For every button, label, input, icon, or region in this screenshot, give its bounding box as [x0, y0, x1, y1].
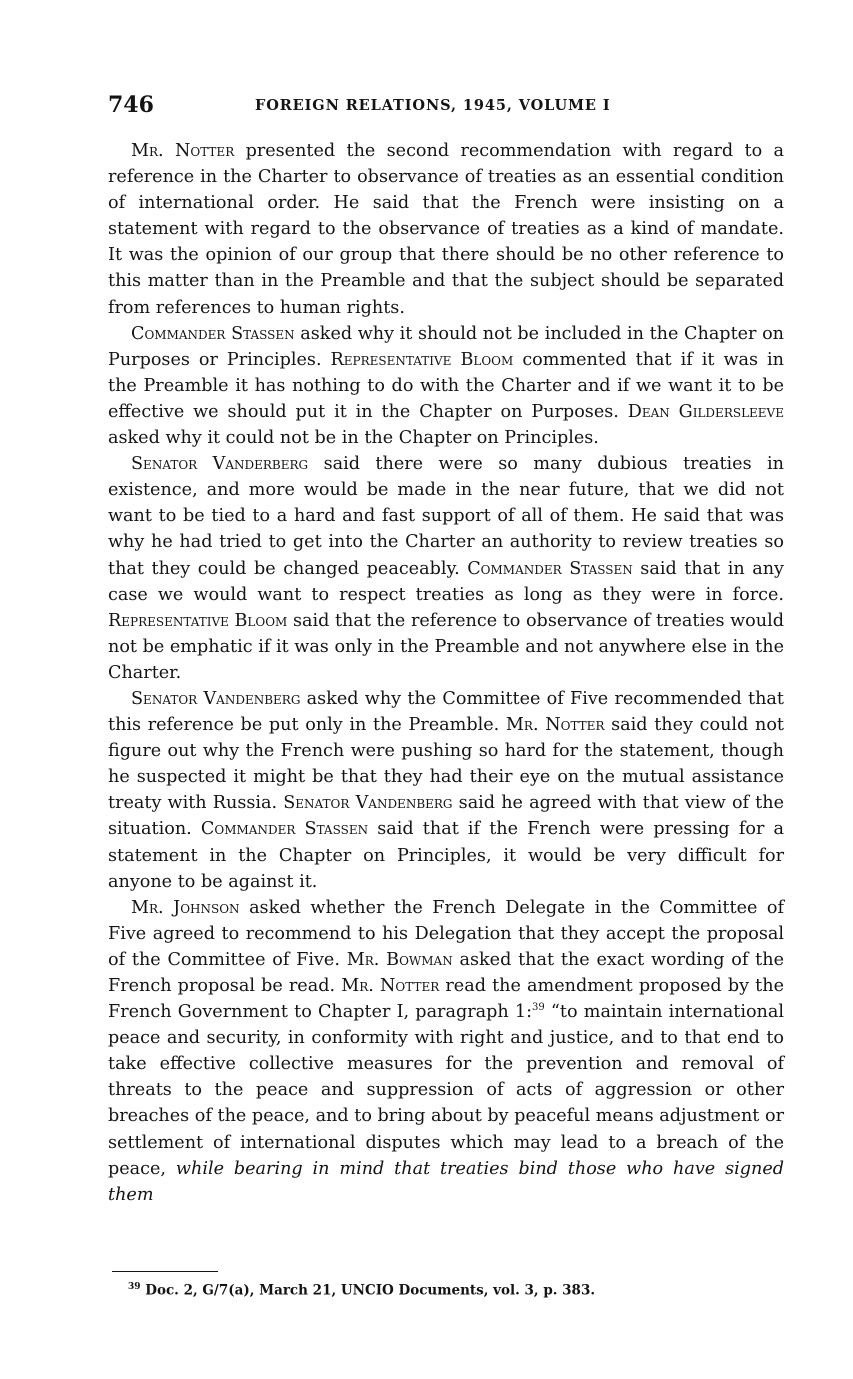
footnote-mark: 39 — [128, 1282, 141, 1292]
paragraph — [108, 138, 784, 321]
speaker-name: Mr. Bowman — [346, 949, 453, 970]
paragraph — [108, 321, 784, 451]
paragraph-text: asked why it could not be in the Chapter on Principles. — [108, 428, 599, 449]
paragraph-text: “to maintain international peace and security, in conformity with right and justice, and to that end to take effective collective measures for the prevention and removal of threats to the peace and suppression of acts of aggression or other breaches of the peace, and to bring about by peaceful means adjustment or settlement of international disputes which may lead to a breach of the peace, — [108, 1002, 784, 1179]
paragraph-text: said that if the French were pressing for a statement in the Chapter on Principles, it would be very difficult for anyone to be against it. — [108, 819, 785, 892]
footnote — [128, 1282, 595, 1299]
paragraph-text: asked whether the French Delegate in the Committee of Five agreed to recommend to his Delegation that they accept the proposal of the Committee of Five. — [108, 897, 784, 970]
speaker-name: Senator Vanderberg — [131, 454, 309, 475]
running-header: FOREIGN RELATIONS, 1945, VOLUME I — [255, 97, 611, 114]
speaker-name: Representative Bloom — [108, 610, 288, 631]
paragraph-text: asked why it should not be included in the Chapter on Purposes or Principles. — [108, 323, 785, 370]
speaker-name: Representative Bloom — [330, 349, 514, 370]
paragraph-text: presented the second recommendation with regard to a reference in the Charter to observance of treaties as an essential condition of international order. He said that the French were insisting on a statement with regard to the observance of treaties as a kind of mandate. It was the opinion of our group that there should be no other reference to this matter than in the Preamble and that the subject should be separated from references to human rights. — [108, 141, 784, 318]
page-number: 746 — [108, 92, 154, 118]
speaker-name: Mr. Notter — [131, 141, 235, 161]
paragraph — [108, 686, 784, 895]
italic-quote: while bearing in mind that treaties bind those who have signed them — [108, 1158, 784, 1205]
speaker-name: Commander Stassen — [200, 819, 369, 840]
speaker-name: Commander Stassen — [131, 323, 295, 344]
footnote-text: Doc. 2, G/7(a), March 21, UNCIO Documents, vol. 3, p. 383. — [140, 1282, 596, 1299]
speaker-name: Dean Gildersleeve — [627, 401, 784, 422]
paragraph-text: asked that the exact wording of the French proposal be read. — [108, 949, 784, 996]
paragraph — [108, 895, 784, 1208]
paragraph-text: asked why the Committee of Five recommended that this reference be put only in the Preamble. — [108, 688, 784, 736]
paragraph-text: said he agreed with that view of the situation. — [108, 793, 784, 840]
paragraph-text: said they could not figure out why the French were pushing so hard for the statement, though he suspected it might be that they had their eye on the mutual assistance treaty with Russia. — [108, 715, 784, 814]
speaker-name: Senator Vandenberg — [283, 793, 453, 814]
paragraph-text: said that in any case we would want to respect treaties as long as they were in force. — [108, 558, 784, 605]
speaker-name: Senator Vandenberg — [131, 688, 301, 709]
footnote-divider — [112, 1271, 218, 1272]
speaker-name: Mr. Notter — [341, 976, 440, 996]
paragraph-text: read the amendment proposed by the French Government to Chapter I, paragraph 1: — [108, 976, 784, 1023]
body-text — [108, 138, 784, 1208]
speaker-name: Mr. Johnson — [131, 897, 240, 918]
paragraph — [108, 451, 784, 686]
speaker-name: Mr. Notter — [505, 715, 605, 736]
paragraph-text: commented that if it was in the Preamble it has nothing to do with the Charter and if we want it to be effective we should put it in the Chapter on Purposes. — [108, 349, 785, 422]
paragraph-text: said that the reference to observance of treaties would not be emphatic if it was only in the Preamble and not anywhere else in the Charter. — [108, 610, 784, 683]
paragraph-text: said there were so many dubious treaties in existence, and more would be made in the near future, that we did not want to be tied to a hard and fast support of all of them. He said that was why he had tried to get into the Charter an authority to review treaties so that they could be changed peaceably. — [108, 454, 784, 579]
speaker-name: Commander Stassen — [467, 558, 633, 579]
footnote-reference[interactable]: 39 — [532, 1002, 545, 1014]
